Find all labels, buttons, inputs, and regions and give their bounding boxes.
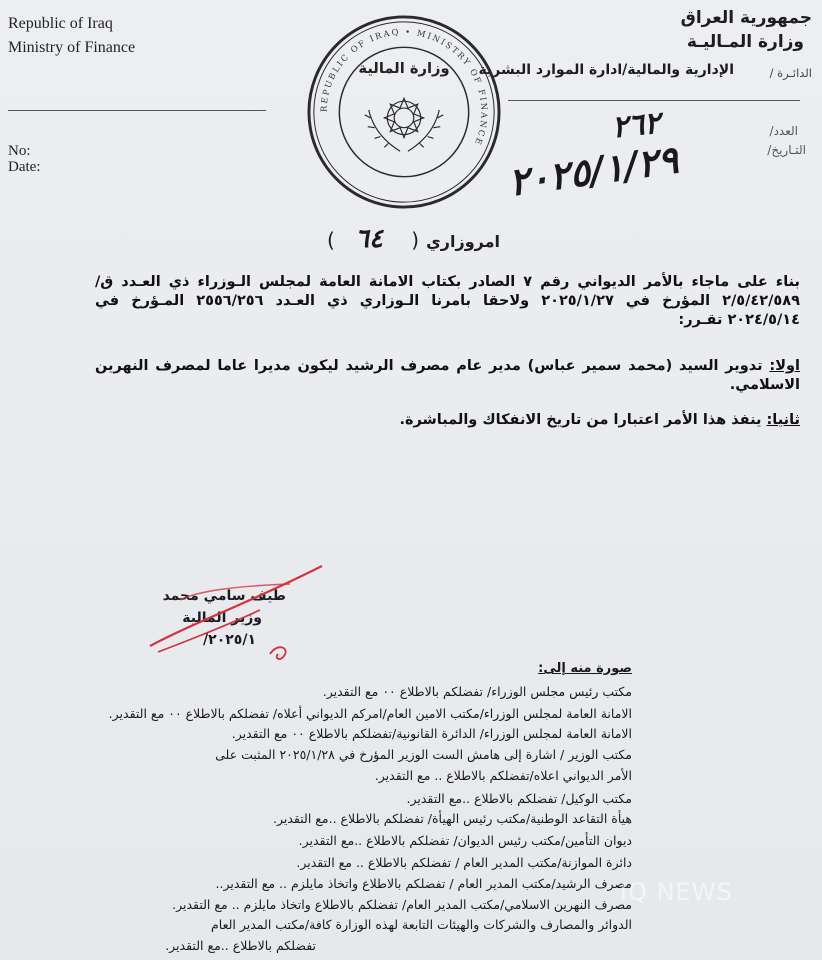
order-clause-first [95,357,800,395]
copy-item: مكتب الوزير / اشارة إلى هامش الست الوزير المؤرخ في ٢٠٢٥/١/٢٨ المثبت على [215,747,632,762]
header-en-divider [8,110,266,111]
header-ar-ministry: وزارة المـاليـة [686,32,804,52]
header-ar-dept-label: الدائـرة / [769,66,812,80]
copy-item: مكتب رئيس مجلس الوزراء/ تفضلكم بالاطلاع ٠٠ مع التقدير. [322,684,632,699]
header-ar-divider [508,100,800,101]
copy-item: تفضلكم بالاطلاع ..مع التقدير. [165,938,316,953]
handwritten-number: ٢٦٢ [610,105,663,146]
signatory-name: طيف سامي محمد [162,588,286,604]
header-en-country: Republic of Iraq [8,15,113,32]
header-en-date: Date: [8,159,41,175]
header-en-ministry: Ministry of Finance [8,39,136,56]
clause-first-text: تدوير السيد (محمد سمير عباس) مدير عام مصرف الرشيد ليكون مديرا عاما لمصرف النهرين الاسلامي. [95,358,800,393]
handwritten-date: ٢٠٢٥/١/٢٩ [505,136,681,205]
seal-center-text: وزارة المالية [358,59,450,77]
news-watermark: IQ NEWS [620,878,733,906]
clause-second-label: ثانيا: [766,412,800,428]
header-ar-dept-value: الإدارية والمالية/ادارة الموارد البشرية [478,62,734,78]
signature-date: ٢٠٢٥/١/ [203,632,256,648]
copies-heading: صورة منه إلى: [538,661,632,676]
copy-item: الامانة العامة لمجلس الوزراء/ الدائرة القانونية/تفضلكم بالاطلاع ٠٠ مع التقدير. [231,726,632,741]
order-number: ٦٤ [355,224,383,254]
signatory-title: وزير المالية [182,610,262,626]
copy-item: هيأة التقاعد الوطنية/مكتب رئيس الهيأة/ تفضلكم بالاطلاع ..مع التقدير. [273,811,632,826]
signature-stroke [140,560,330,670]
order-title-label: امروزاري [426,232,500,251]
copy-item: مكتب الوكيل/ تفضلكم بالاطلاع ..مع التقدير. [406,791,632,806]
clause-first-label: اولا: [769,358,800,374]
header-ar-country: جمهورية العراق [680,8,812,28]
clause-second-text: ينفذ هذا الأمر اعتبارا من تاريخ الانفكاك والمباشرة. [399,412,762,428]
copy-item: مصرف الرشيد/مكتب المدير العام / تفضلكم بالاطلاع واتخاذ مايلزم .. مع التقدير.. [215,876,632,891]
header-en-no: No: [8,143,31,159]
copy-item: ديوان التأمين/مكتب رئيس الديوان/ تفضلكم بالاطلاع ..مع التقدير. [298,833,632,848]
copy-item: الدوائر والمصارف والشركات والهيئات التابعة لهذه الوزارة كافة/مكتب المدير العام [211,917,632,932]
seal-emblem [365,98,443,151]
order-clause-second [95,411,800,430]
header-ar-no-label: العدد/ [769,124,798,138]
copy-item: مصرف النهرين الاسلامي/مكتب المدير العام/ تفضلكم بالاطلاع واتخاذ مايلزم .. مع التقدير. [172,897,632,912]
copy-item: دائرة الموازنة/مكتب المدير العام / تفضلكم بالاطلاع .. مع التقدير. [296,855,632,870]
order-number-box: ( ٦٤ ) [327,224,419,254]
order-preamble: بناء على ماجاء بالأمر الديواني رقم ٧ الصادر بكتاب الامانة العامة لمجلس الـوزراء ذي العـدد ق/٢/٥/٤٢/٥٨٩ المؤرخ في ٢٠٢٥/١/٢٧ ولاحقا بامرنا الـوزاري ذي العـدد ٢٥٥٦/٢٥٦ المـؤرخ في ٢٠٢٤/٥/١٤ تقـرر: [95,274,800,328]
copy-item: الامانة العامة لمجلس الوزراء/مكتب الامين العام/امركم الديواني أعلاه/ تفضلكم بالاطلاع ٠٠ مع التقدير. [108,706,632,721]
seal-ring-text: REPUBLIC OF IRAQ • MINISTRY OF FINANCE [318,26,490,148]
copy-item: الأمر الديواني اعلاه/تفضلكم بالاطلاع .. مع التقدير. [374,768,632,783]
ministry-seal [306,14,502,210]
header-ar-date-label: التـاريخ/ [767,143,806,157]
